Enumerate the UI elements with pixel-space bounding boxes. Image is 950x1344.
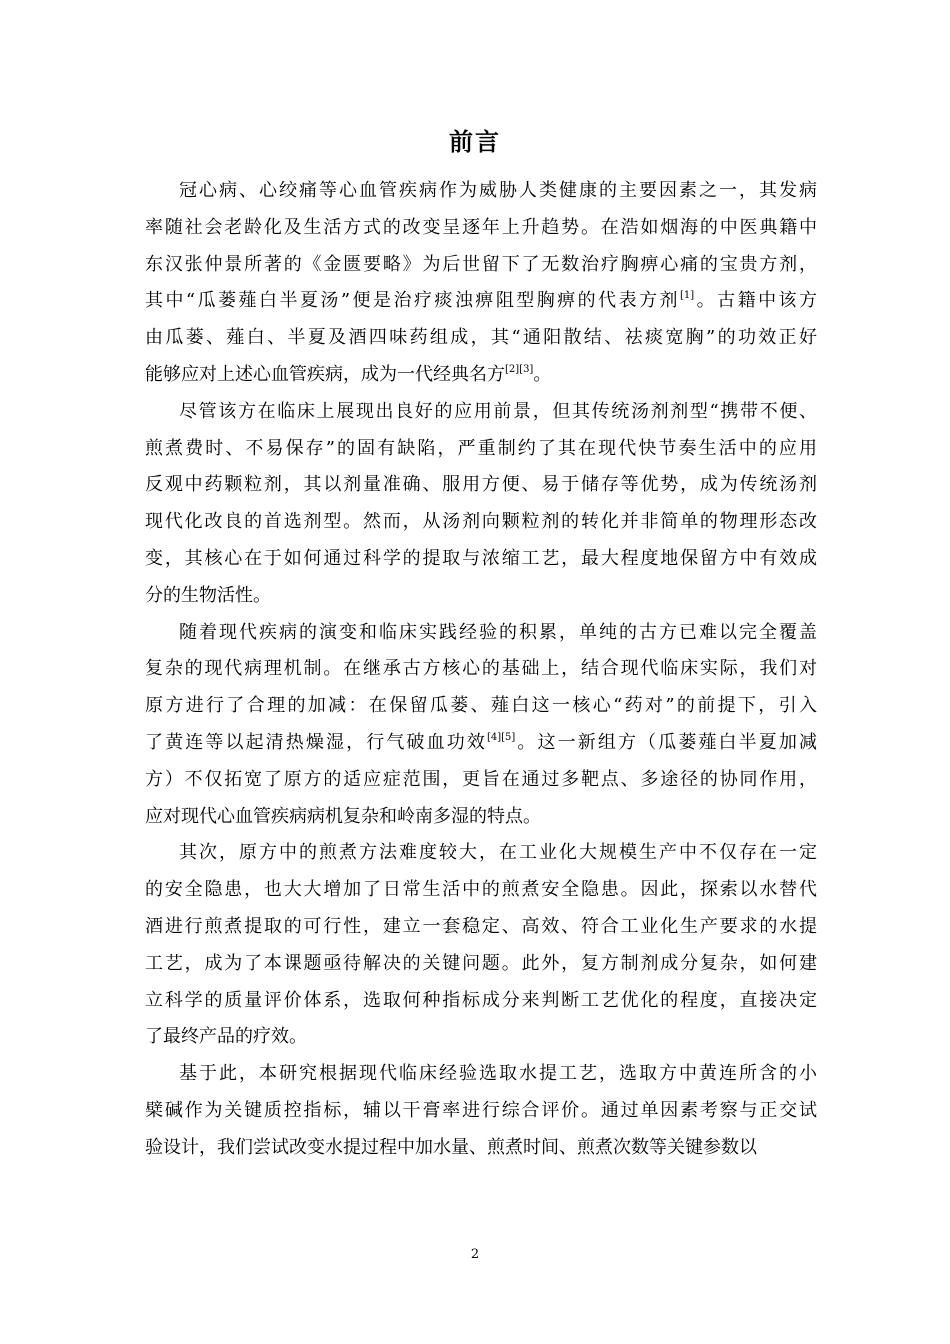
paragraph-line (145, 835, 817, 872)
line-text: 。 (533, 363, 552, 385)
paragraph-line (145, 909, 817, 946)
line-text: 立科学的质量评价体系，选取何种指标成分来判断工艺优化的程度，直接决定 (145, 989, 817, 1011)
paragraph (145, 394, 817, 615)
paragraph-line (145, 983, 817, 1020)
paragraph (145, 615, 817, 836)
line-text: 檗碱作为关键质控指标，辅以干膏率进行综合评价。通过单因素考察与正交试 (145, 1099, 817, 1121)
line-text: 尽管该方在临床上展现出良好的应用前景，但其传统汤剂剂型“携带不便、 (179, 400, 817, 422)
line-text: 基于此，本研究根据现代临床经验选取水提工艺，选取方中黄连所含的小 (179, 1063, 817, 1085)
paragraph-line (145, 1093, 817, 1130)
paragraph-line (145, 210, 817, 247)
paragraph-line (145, 394, 817, 431)
line-text: 应对现代心血管疾病病机复杂和岭南多湿的特点。 (145, 805, 541, 827)
line-text: 煎煮费时、不易保存”的固有缺陷，严重制约了其在现代快节奏生活中的应用 (145, 437, 817, 459)
paragraph-line (145, 946, 817, 983)
line-text: 工艺，成为了本课题亟待解决的关键问题。此外，复方制剂成分复杂，如何建 (145, 952, 817, 974)
line-text: 其中“瓜蒌薤白半夏汤”便是治疗痰浊痹阻型胸痹的代表方剂 (145, 290, 681, 312)
line-text: 了黄连等以起清热燥湿，行气破血功效 (145, 731, 487, 753)
paragraph-line (145, 504, 817, 541)
page-number: 2 (470, 1247, 480, 1262)
paragraph-line (145, 725, 817, 762)
line-text: 酒进行煎煮提取的可行性，建立一套稳定、高效、符合工业化生产要求的水提 (145, 915, 817, 937)
line-text: 分的生物活性。 (145, 584, 271, 606)
line-text: 随着现代疾病的演变和临床实践经验的积累，单纯的古方已难以完全覆盖 (179, 621, 817, 643)
line-text: 。这一新组方（瓜蒌薤白半夏加减 (515, 731, 817, 753)
paragraph-line (145, 467, 817, 504)
paragraph-line (145, 1130, 817, 1167)
paragraph-line (145, 431, 817, 468)
line-text: 。古籍中该方 (694, 290, 817, 312)
paragraph-line (145, 615, 817, 652)
paragraph-line (145, 357, 817, 394)
paragraph-line (145, 320, 817, 357)
line-text: 方）不仅拓宽了原方的适应症范围，更旨在通过多靶点、多途径的协同作用， (145, 768, 817, 790)
citation-marker: [1] (680, 290, 695, 302)
line-text: 原方进行了合理的加减：在保留瓜蒌、薤白这一核心“药对”的前提下，引入 (145, 695, 817, 717)
paragraph-line (145, 762, 817, 799)
paragraph-line (145, 247, 817, 284)
paragraph-line (145, 872, 817, 909)
line-text: 验设计，我们尝试改变水提过程中加水量、煎煮时间、煎煮次数等关键参数以 (145, 1136, 757, 1158)
line-text: 能够应对上述心血管疾病，成为一代经典名方 (145, 363, 505, 385)
line-text: 冠心病、心绞痛等心血管疾病作为威胁人类健康的主要因素之一，其发病 (179, 180, 817, 201)
page-title: 前言 (449, 128, 501, 156)
paragraph (145, 835, 817, 1056)
paragraph-line (145, 1019, 817, 1056)
line-text: 其次，原方中的煎煮方法难度较大，在工业化大规模生产中不仅存在一定 (179, 842, 817, 864)
paragraph (145, 1056, 817, 1166)
line-text: 率随社会老龄化及生活方式的改变呈逐年上升趋势。在浩如烟海的中医典籍中 (145, 216, 817, 238)
paragraph-line (145, 541, 817, 578)
paragraph-line (145, 651, 817, 688)
paragraph-line (145, 688, 817, 725)
line-text: 变，其核心在于如何通过科学的提取与浓缩工艺，最大程度地保留方中有效成 (145, 547, 817, 569)
paragraph-line (145, 799, 817, 836)
line-text: 东汉张仲景所著的《金匮要略》为后世留下了无数治疗胸痹心痛的宝贵方剂， (145, 253, 817, 275)
line-text: 现代化改良的首选剂型。然而，从汤剂向颗粒剂的转化并非简单的物理形态改 (145, 511, 817, 533)
paragraph (145, 173, 817, 394)
body-text (145, 173, 817, 1167)
citation-marker: [2][3] (505, 363, 534, 375)
paragraph-line (145, 578, 817, 615)
paragraph-line (145, 1056, 817, 1093)
line-text: 复杂的现代病理机制。在继承古方核心的基础上，结合现代临床实际，我们对 (145, 658, 817, 680)
line-text: 了最终产品的疗效。 (145, 1026, 307, 1048)
line-text: 的安全隐患，也大大增加了日常生活中的煎煮安全隐患。因此，探索以水替代 (145, 879, 817, 901)
citation-marker: [4][5] (486, 731, 516, 743)
line-text: 由瓜蒌、薤白、半夏及酒四味药组成，其“通阳散结、祛痰宽胸”的功效正好 (145, 327, 817, 349)
paragraph-line (145, 283, 817, 320)
line-text: 反观中药颗粒剂，其以剂量准确、服用方便、易于储存等优势，成为传统汤剂 (145, 474, 817, 496)
paragraph-line (145, 173, 817, 210)
